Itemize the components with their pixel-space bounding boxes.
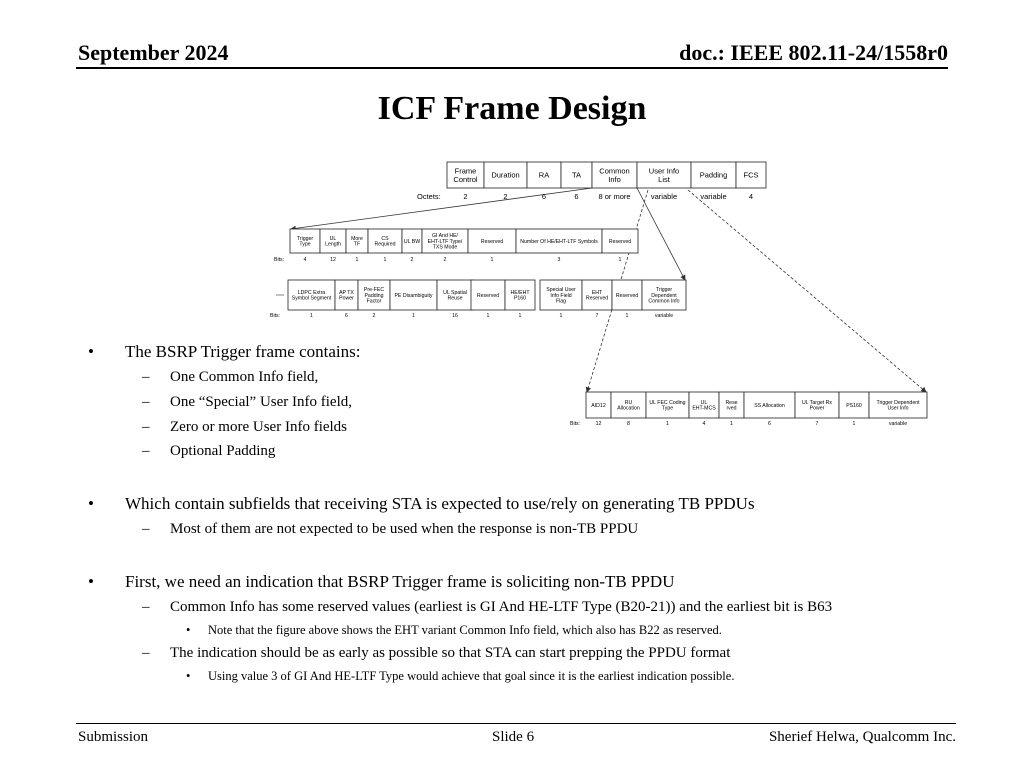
field-label-ldpc-extra-symbol-segment: LDPC Extra Symbol Segment <box>291 289 332 302</box>
dash-marker: – <box>142 599 150 615</box>
field-label-ul-fec-coding-type: UL FEC Coding Type <box>649 399 686 412</box>
dash-marker: – <box>142 645 150 661</box>
footer-divider <box>76 723 956 724</box>
field-size-value: 1 <box>625 313 629 319</box>
sub-item-optional-padding: Optional Padding <box>170 443 276 459</box>
field-size-value: 2 <box>443 257 447 263</box>
field-size-value: 1 <box>412 313 415 319</box>
bullet-indication: First, we need an indication that BSRP Trigger frame is soliciting non-TB PPDU <box>125 572 675 591</box>
field-label-more-tf: More TF <box>351 235 363 248</box>
user-row <box>570 392 927 427</box>
field-size-value: 7 <box>595 313 599 319</box>
dash-marker: – <box>142 369 150 385</box>
size-unit-label: Bits: <box>570 421 581 427</box>
bullet-marker: • <box>88 494 94 513</box>
field-size-value: 7 <box>815 421 819 427</box>
bullet-contains: The BSRP Trigger frame contains: <box>125 342 361 361</box>
field-size-value: variable <box>650 192 678 201</box>
field-label-ss-allocation: SS Allocation <box>754 402 785 409</box>
field-label-eht-reserved: EHT Reserved <box>585 289 609 302</box>
field-rows <box>270 162 927 427</box>
field-label-ps160: PS160 <box>846 402 862 409</box>
frame-row <box>417 162 766 201</box>
field-size-value: 16 <box>452 313 458 319</box>
field-label-padding: Padding <box>699 170 728 180</box>
field-label-ul-length: UL Length <box>325 235 341 248</box>
field-size-value: 1 <box>490 257 494 263</box>
field-size-value: 12 <box>330 257 336 263</box>
header-date: September 2024 <box>78 40 229 65</box>
field-label-cs-required: CS Required <box>374 235 396 248</box>
bullet-marker: • <box>186 669 191 683</box>
field-size-value: 1 <box>730 421 733 427</box>
field-size-value: 1 <box>666 421 669 427</box>
dash-marker: – <box>142 394 150 410</box>
field-size-value: 1 <box>486 313 490 319</box>
sub-item-reserved-values: Common Info has some reserved values (earliest is GI And HE-LTF Type (B20-21)) and the earliest bit is B63 <box>170 599 833 615</box>
field-size-value: 4 <box>702 421 706 427</box>
field-label-pre-fec-padding-factor: Pre-FEC Padding Factor <box>363 287 385 305</box>
field-label-pe-disambiguity: PE Disambiguity <box>394 292 433 299</box>
field-label-common-info: Common Info <box>599 166 630 184</box>
field-size-value: 6 <box>541 192 547 201</box>
field-size-value: 2 <box>410 257 414 263</box>
field-label-rese-rved: Rese rved <box>725 399 738 412</box>
field-size-value: 1 <box>355 257 359 263</box>
field-label-trigger-dependent-user-info: Trigger Dependent User Info <box>876 399 920 412</box>
dash-marker: – <box>142 521 150 537</box>
dash-marker: – <box>142 419 150 435</box>
size-unit-label: Bits: <box>270 313 281 319</box>
field-label-gi-and-he-eht-ltf-type-txs-mode: GI And HE/ EHT-LTF Type/ TXS Mode <box>427 233 463 251</box>
field-size-value: 2 <box>372 313 376 319</box>
field-label-ul-spatial-reuse: UL Spatial Reuse <box>443 289 467 302</box>
field-size-value: 1 <box>618 257 622 263</box>
field-label-ta: TA <box>571 170 582 180</box>
field-size-value: 6 <box>345 313 348 319</box>
common-row1 <box>274 229 638 263</box>
field-label-number-of-he-eht-ltf-symbols: Number Of HE/EHT-LTF Symbols <box>520 238 598 245</box>
field-size-value: 4 <box>748 192 754 201</box>
field-size-value: 8 <box>627 421 630 427</box>
field-label-fcs: FCS <box>743 170 759 180</box>
expansion-arrow <box>291 188 592 229</box>
field-size-value: 2 <box>463 192 468 201</box>
field-label-reserved: Reserved <box>476 292 500 299</box>
bullet-subfields: Which contain subfields that receiving STA is expected to use/rely on generating TB PPDUs <box>125 494 755 513</box>
bullet-marker: • <box>88 342 94 361</box>
field-size-value: 1 <box>383 257 387 263</box>
field-size-value: 4 <box>303 257 307 263</box>
sub-item-common-info: One Common Info field, <box>170 369 319 385</box>
field-label-aid12: AID12 <box>591 402 606 409</box>
field-size-value: 12 <box>595 421 602 427</box>
field-label-reserved: Reserved <box>608 238 632 245</box>
common-row2 <box>270 280 686 319</box>
slide-title: ICF Frame Design <box>377 90 647 127</box>
field-size-value: variable <box>654 313 674 319</box>
size-unit-label: Bits: <box>274 257 285 263</box>
field-size-value: 1 <box>559 313 563 319</box>
note-value-3: Using value 3 of GI And HE-LTF Type would achieve that goal since it is the earliest indication possible. <box>208 669 735 683</box>
field-size-value: 1 <box>852 421 856 427</box>
field-size-value: 3 <box>557 257 561 263</box>
dash-marker: – <box>142 443 150 459</box>
note-eht-variant: Note that the figure above shows the EHT variant Common Info field, which also has B22 as reserved. <box>208 623 722 637</box>
field-label-frame-control: Frame Control <box>453 166 478 184</box>
field-label-ra: RA <box>538 170 550 180</box>
footer-submission: Submission <box>78 729 149 745</box>
field-size-value: 1 <box>518 313 522 319</box>
field-label-ap-tx-power: AP TX Power <box>339 289 354 302</box>
field-label-trigger-type: Trigger Type <box>296 235 314 248</box>
field-size-value: 1 <box>310 313 313 319</box>
field-size-value: 2 <box>503 192 508 201</box>
sub-item-user-info-fields: Zero or more User Info fields <box>170 419 348 435</box>
field-label-reserved: Reserved <box>615 292 639 299</box>
field-label-ul-eht-mcs: UL EHT-MCS <box>692 399 716 412</box>
field-size-value: variable <box>700 192 727 201</box>
field-label-trigger-dependent-common-info: Trigger Dependent Common Info <box>648 287 680 305</box>
field-label-special-user-info-field-flag: Special User Info Field Flag <box>546 287 576 305</box>
field-label-duration: Duration <box>491 170 520 180</box>
size-unit-label: Octets: <box>417 192 441 201</box>
field-label-user-info-list: User Info List <box>648 166 680 184</box>
sub-item-special-user-info: One “Special” User Info field, <box>170 394 353 410</box>
field-label-reserved: Reserved <box>480 238 504 245</box>
field-size-value: 6 <box>768 421 771 427</box>
field-label-ru-allocation: RU Allocation <box>617 399 640 412</box>
sub-item-early-indication: The indication should be as early as possible so that STA can start prepping the PPDU format <box>170 645 731 661</box>
field-label-ul-target-rx-power: UL Target Rx Power <box>802 399 832 412</box>
bullet-marker: • <box>88 572 94 591</box>
header-doc-number: doc.: IEEE 802.11-24/1558r0 <box>679 40 948 65</box>
bullet-marker: • <box>186 623 191 637</box>
expansion-arrow-dashed <box>688 190 926 392</box>
field-size-value: variable <box>888 421 908 427</box>
field-size-value: 6 <box>574 192 579 201</box>
footer-author: Sherief Helwa, Qualcomm Inc. <box>768 729 956 745</box>
field-label-he-eht-p160: HE/EHT P160 <box>510 289 530 302</box>
footer-slide-number: Slide 6 <box>492 729 535 745</box>
field-label-ul-bw: UL BW <box>403 238 421 245</box>
sub-item-non-tb: Most of them are not expected to be used when the response is non-TB PPDU <box>170 521 639 537</box>
field-size-value: 8 or more <box>598 192 631 201</box>
